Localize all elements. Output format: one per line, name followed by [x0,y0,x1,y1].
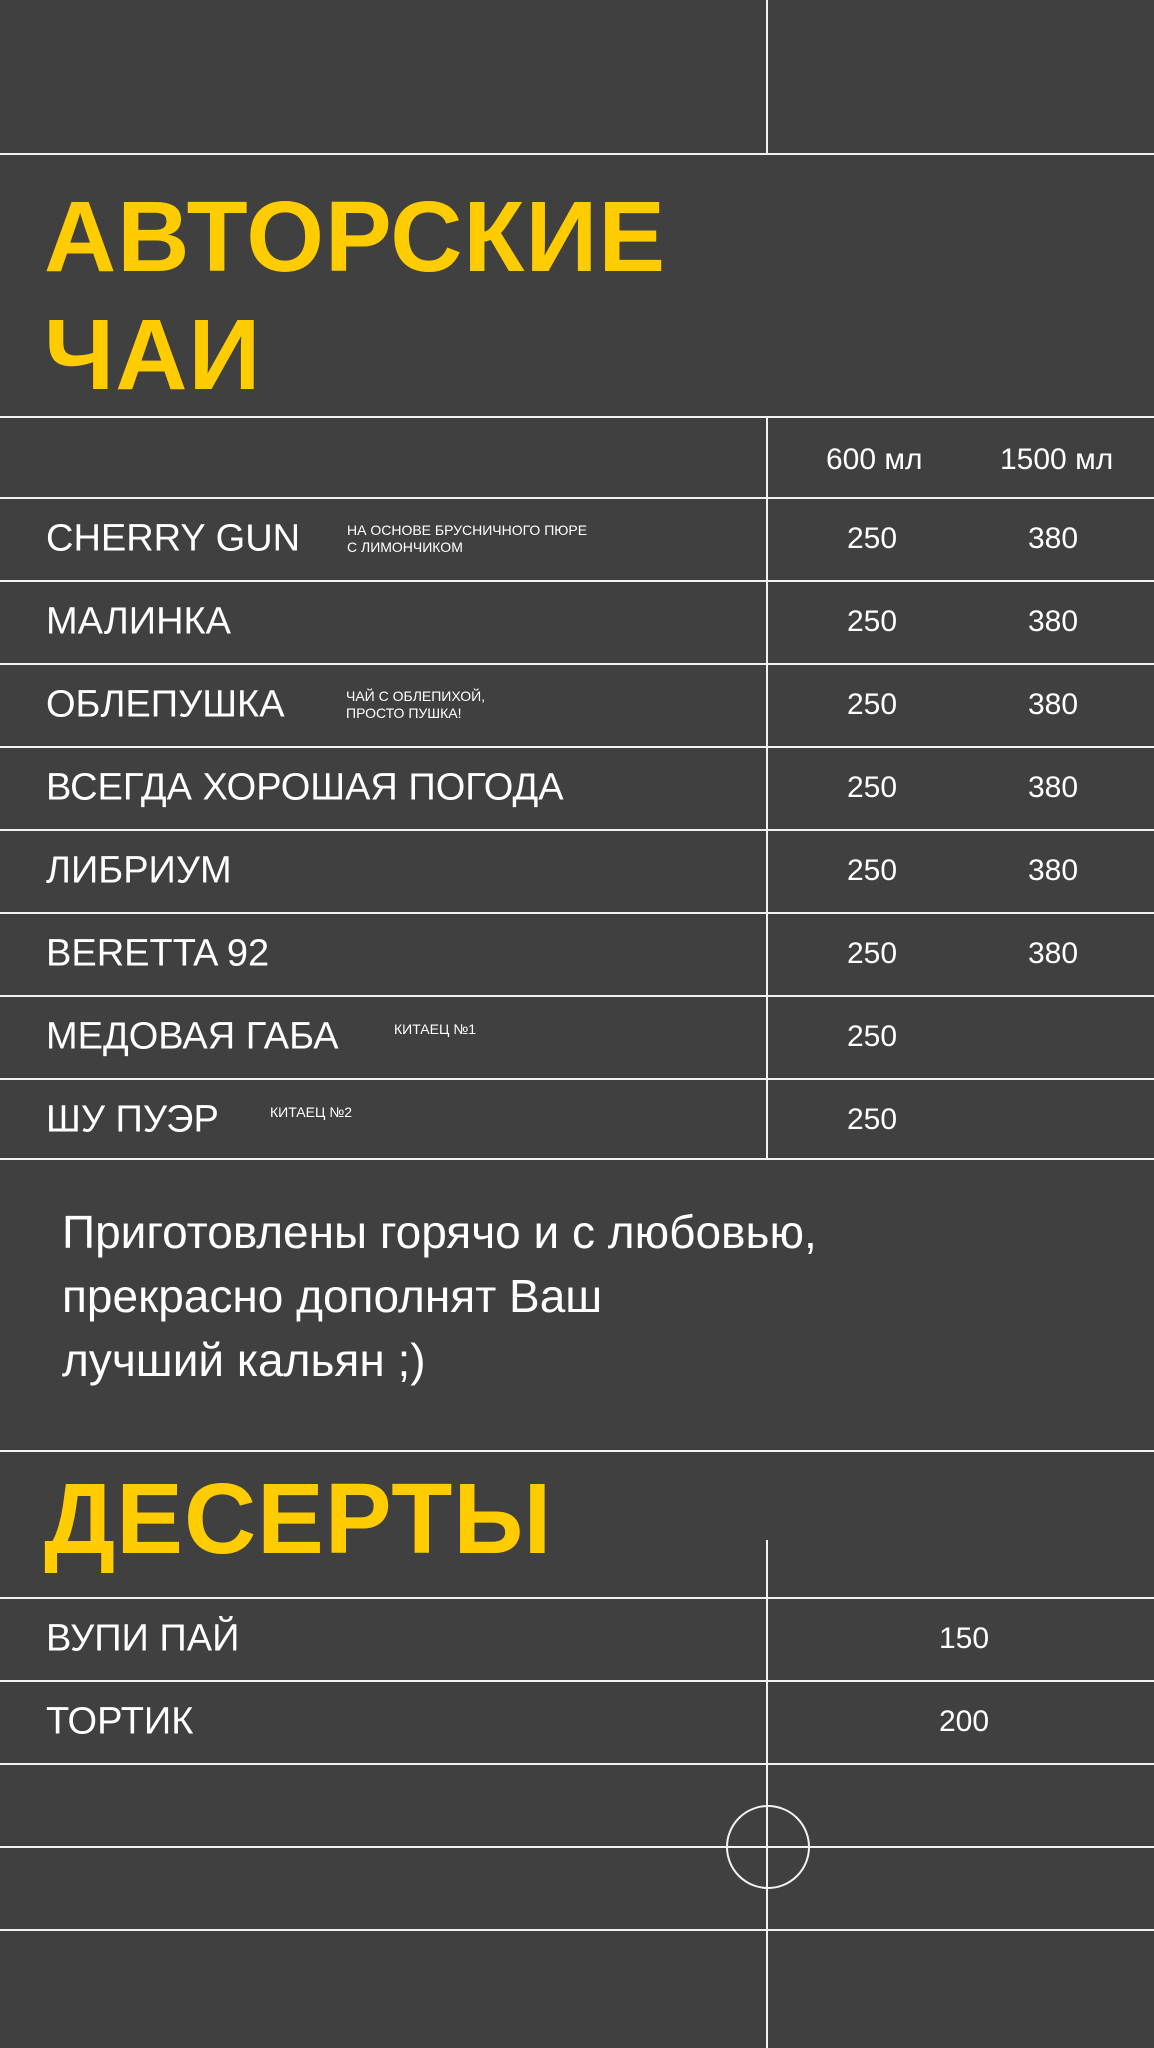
blurb-bottom-divider [0,1450,1154,1452]
tea-name: ОБЛЕПУШКА [46,683,285,725]
tea-row [0,1079,1154,1160]
dessert-name: ТОРТИК [46,1700,194,1742]
price-600: 250 [846,936,898,970]
price-600: 250 [846,1102,898,1136]
column-header-600: 600 мл [826,443,923,476]
row-divider [0,1929,1154,1931]
price-1500: 380 [1027,521,1079,555]
tea-name: ШУ ПУЭР [46,1098,219,1140]
price-600: 250 [846,1019,898,1053]
dessert-name: ВУПИ ПАЙ [46,1617,240,1659]
price-600: 250 [846,521,898,555]
tea-row [0,830,1154,911]
table-top-divider [0,416,1154,418]
dessert-row [0,1681,1154,1762]
tea-name: ЛИБРИУМ [46,849,232,891]
tea-section-title [44,178,666,414]
dessert-section-title: ДЕСЕРТЫ [44,1463,553,1575]
tea-name: ВСЕГДА ХОРОШАЯ ПОГОДА [46,766,564,808]
tea-row [0,664,1154,745]
dessert-price: 150 [938,1621,990,1655]
dessert-row [0,1598,1154,1679]
tea-note: НА ОСНОВЕ БРУСНИЧНОГО ПЮРЕ С ЛИМОНЧИКОМ [347,521,588,555]
dessert-price: 200 [938,1704,990,1738]
price-600: 250 [846,853,898,887]
tea-name: BERETTA 92 [46,932,270,974]
price-1500: 380 [1027,770,1079,804]
price-1500: 380 [1027,853,1079,887]
tea-title-line-2: ЧАИ [44,299,262,411]
tea-row [0,913,1154,994]
price-1500: 380 [1027,936,1079,970]
price-600: 250 [846,687,898,721]
tea-row [0,581,1154,662]
tea-row [0,498,1154,579]
tea-note: КИТАЕЦ №1 [394,1020,477,1037]
column-header-1500: 1500 мл [1000,443,1114,476]
tea-row [0,996,1154,1077]
crosshair-circle [726,1805,810,1889]
price-600: 250 [846,604,898,638]
price-1500: 380 [1027,687,1079,721]
tea-description: Приготовлены горячо и с любовью, прекрасно дополнят Ваш лучший кальян ;) [62,1206,817,1386]
top-divider-vertical [766,0,768,153]
tea-name: МАЛИНКА [46,600,232,642]
tea-name: CHERRY GUN [46,517,301,559]
price-1500: 380 [1027,604,1079,638]
tea-title-line-1: АВТОРСКИЕ [44,181,667,293]
price-600: 250 [846,770,898,804]
tea-row [0,747,1154,828]
row-divider [0,1763,1154,1765]
tea-note: КИТАЕЦ №2 [270,1103,353,1120]
tea-note: ЧАЙ С ОБЛЕПИХОЙ, ПРОСТО ПУШКА! [346,687,486,721]
tea-name: МЕДОВАЯ ГАБА [46,1015,339,1057]
header-divider [0,153,1154,155]
row-divider [0,1846,1154,1848]
